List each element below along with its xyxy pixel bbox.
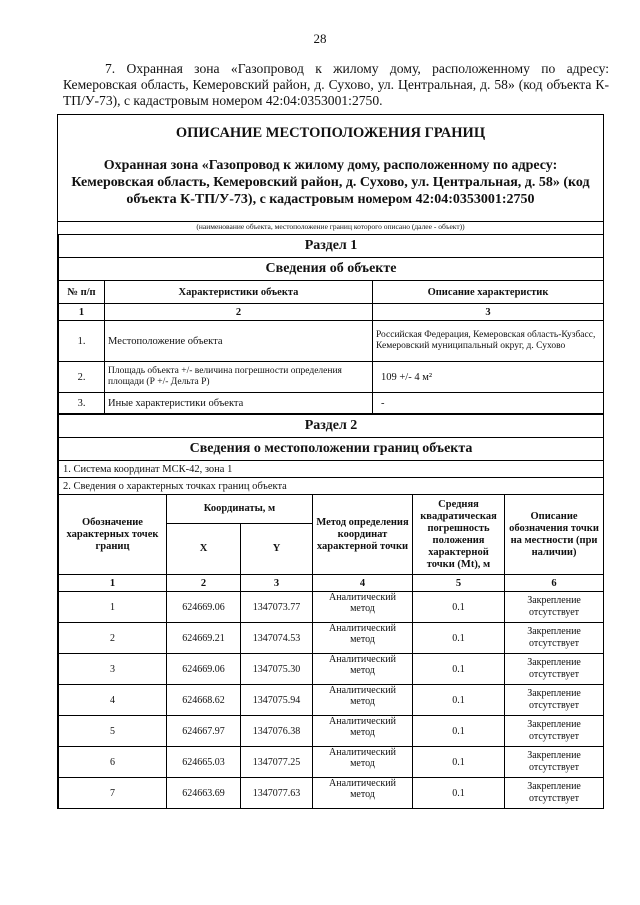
form-title: ОПИСАНИЕ МЕСТОПОЛОЖЕНИЯ ГРАНИЦ [175, 125, 486, 141]
point-method: Аналитический метод [313, 592, 413, 623]
col-number: 3 [373, 304, 604, 321]
row-number: 2. [59, 362, 105, 393]
point-label: 4 [59, 685, 167, 716]
point-label: 6 [59, 747, 167, 778]
point-y: 1347077.63 [241, 778, 313, 809]
row-characteristic: Иные характеристики объекта [105, 393, 373, 414]
header-x: X [167, 524, 241, 575]
object-name-note: (наименование объекта, местоположение границ которого описано (далее - объект)) [58, 221, 603, 234]
point-x: 624665.03 [167, 747, 241, 778]
table-row [59, 716, 604, 747]
section1-table [58, 234, 604, 414]
point-x: 624663.69 [167, 778, 241, 809]
point-method: Аналитический метод [313, 778, 413, 809]
table-row [59, 592, 604, 623]
point-mt: 0.1 [413, 592, 505, 623]
point-y: 1347076.38 [241, 716, 313, 747]
row-description: Российская Федерация, Кемеровская область-Кузбасс, Кемеровский муниципальный округ, д. Сухово [373, 321, 604, 362]
point-x: 624669.06 [167, 592, 241, 623]
section1-title: Раздел 1 [59, 235, 604, 258]
row-number: 1. [59, 321, 105, 362]
header-point: Обозначение характерных точек границ [59, 495, 167, 575]
point-mt: 0.1 [413, 654, 505, 685]
table-row [59, 654, 604, 685]
point-mt: 0.1 [413, 685, 505, 716]
point-method: Аналитический метод [313, 716, 413, 747]
header-method: Метод определения координат характерной точки [313, 495, 413, 575]
point-method: Аналитический метод [313, 654, 413, 685]
point-label: 3 [59, 654, 167, 685]
point-x: 624667.97 [167, 716, 241, 747]
col-number: 1 [59, 304, 105, 321]
table-row [59, 747, 604, 778]
col-number: 2 [167, 575, 241, 592]
header-coords: Координаты, м [167, 495, 313, 524]
section2-subtitle: Сведения о местоположении границ объекта [59, 438, 604, 461]
table-row [59, 362, 604, 393]
form-header [58, 115, 603, 234]
row-characteristic: Площадь объекта +/- величина погрешности определения площади (Р +/- Дельта Р) [105, 362, 373, 393]
point-y: 1347074.53 [241, 623, 313, 654]
header-characteristic: Характеристики объекта [105, 281, 373, 304]
point-x: 624669.06 [167, 654, 241, 685]
col-number: 6 [505, 575, 604, 592]
point-mt: 0.1 [413, 623, 505, 654]
page-number: 28 [313, 31, 327, 46]
col-number: 1 [59, 575, 167, 592]
intro-text: 7. Охранная зона «Газопровод к жилому дому, расположенному по адресу: Кемеровская область, Кемеровский район, д. Сухово, ул. Центральная, д. 58» (код объекта К-ТП/У-73), с кадастровым номером 42:04:0353001:2750. [63, 61, 609, 108]
point-x: 624669.21 [167, 623, 241, 654]
point-method: Аналитический метод [313, 623, 413, 654]
header-point-description: Описание обозначения точки на местности (при наличии) [505, 495, 604, 575]
point-mt: 0.1 [413, 716, 505, 747]
boundary-description-form [57, 114, 604, 809]
header-error: Средняя квадратическая погрешность положения характерной точки (Mt), м [413, 495, 505, 575]
col-number: 4 [313, 575, 413, 592]
table-row [59, 393, 604, 414]
point-label: 1 [59, 592, 167, 623]
row-number: 3. [59, 393, 105, 414]
header-number: № п/п [59, 281, 105, 304]
point-y: 1347075.94 [241, 685, 313, 716]
section2-table [58, 414, 604, 809]
point-description: Закрепление отсутствует [505, 747, 604, 778]
object-name: Охранная зона «Газопровод к жилому дому, расположенному по адресу: Кемеровская область, Кемеровский район, д. Сухово, ул. Центральная, д. 58» (код объекта К-ТП/У-73), с кадастровым номером 42:04:0353001:2750 [71, 158, 590, 207]
table-row [59, 321, 604, 362]
table-row [59, 623, 604, 654]
points-title: 2. Сведения о характерных точках границ объекта [59, 478, 604, 495]
col-number: 2 [105, 304, 373, 321]
point-label: 7 [59, 778, 167, 809]
point-description: Закрепление отсутствует [505, 623, 604, 654]
section1-subtitle: Сведения об объекте [59, 258, 604, 281]
point-description: Закрепление отсутствует [505, 716, 604, 747]
col-number: 3 [241, 575, 313, 592]
point-y: 1347073.77 [241, 592, 313, 623]
point-description: Закрепление отсутствует [505, 685, 604, 716]
point-description: Закрепление отсутствует [505, 654, 604, 685]
point-method: Аналитический метод [313, 685, 413, 716]
section2-title: Раздел 2 [59, 415, 604, 438]
point-method: Аналитический метод [313, 747, 413, 778]
point-mt: 0.1 [413, 747, 505, 778]
point-description: Закрепление отсутствует [505, 778, 604, 809]
point-description: Закрепление отсутствует [505, 592, 604, 623]
table-row [59, 685, 604, 716]
point-x: 624668.62 [167, 685, 241, 716]
table-row [59, 778, 604, 809]
point-mt: 0.1 [413, 778, 505, 809]
point-label: 2 [59, 623, 167, 654]
row-characteristic: Местоположение объекта [105, 321, 373, 362]
coordinate-system: 1. Система координат МСК-42, зона 1 [59, 461, 604, 478]
col-number: 5 [413, 575, 505, 592]
intro-paragraph [63, 61, 609, 109]
point-y: 1347077.25 [241, 747, 313, 778]
row-description: 109 +/- 4 м² [373, 362, 604, 393]
point-label: 5 [59, 716, 167, 747]
point-y: 1347075.30 [241, 654, 313, 685]
header-description: Описание характеристик [373, 281, 604, 304]
header-y: Y [241, 524, 313, 575]
row-description: - [373, 393, 604, 414]
